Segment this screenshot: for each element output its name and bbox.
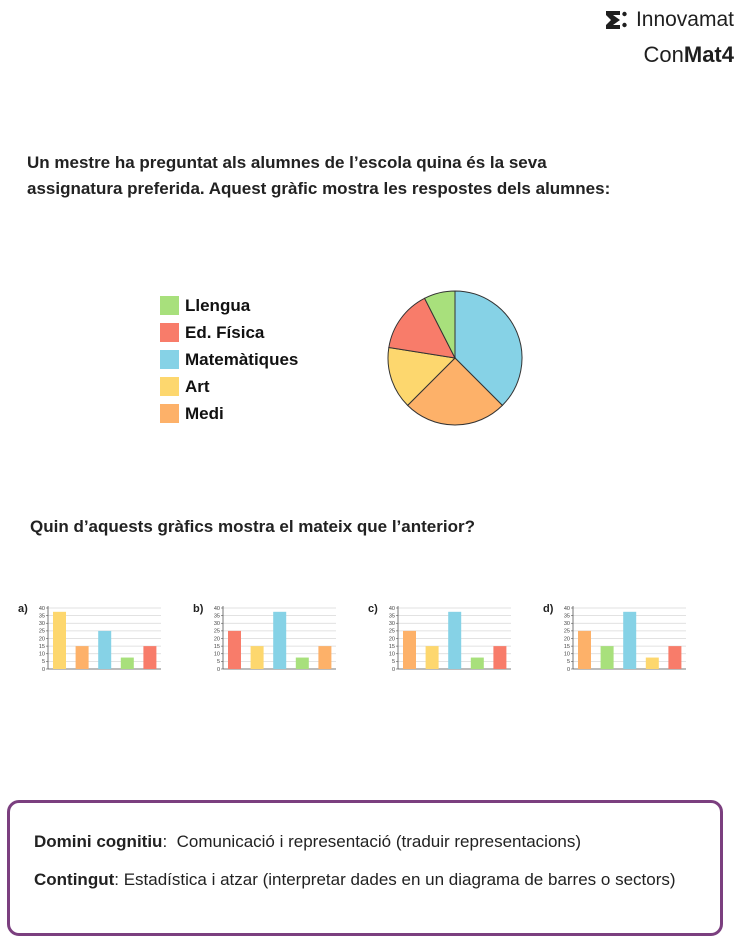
info-domain: Domini cognitiu: Comunicació i representació (traduir representacions) <box>34 832 582 851</box>
y-tick-label: 40 <box>563 605 570 612</box>
y-tick-label: 5 <box>391 659 395 666</box>
y-tick-label: 15 <box>38 643 45 650</box>
option-label: b) <box>193 603 204 615</box>
legend-label: Matemàtiques <box>185 349 299 369</box>
bar-ed-fisica <box>668 646 681 669</box>
brand-header <box>604 8 734 68</box>
y-tick-label: 10 <box>38 651 45 658</box>
question-text: Un mestre ha preguntat als alumnes de l’escola quina és la seva assignatura preferida. Aquest gràfic mostra les respostes dels alumnes: <box>27 153 611 198</box>
y-tick-label: 10 <box>563 651 570 658</box>
y-tick-label: 15 <box>388 643 395 650</box>
bar-art <box>251 646 264 669</box>
legend-label: Ed. Física <box>185 322 265 342</box>
bar-llengua <box>601 646 614 669</box>
y-tick-label: 15 <box>213 643 220 650</box>
bar-chart-a <box>18 600 168 675</box>
option-a[interactable] <box>18 600 168 680</box>
bar-art <box>53 612 66 669</box>
bar-art <box>646 658 659 669</box>
bar-llengua <box>296 658 309 669</box>
y-tick-label: 20 <box>213 636 220 643</box>
info-box <box>7 800 723 936</box>
y-tick-label: 0 <box>391 666 395 673</box>
pie-legend <box>160 292 298 427</box>
legend-swatch <box>160 350 179 369</box>
legend-item-llengua <box>160 292 298 319</box>
y-tick-label: 10 <box>388 651 395 658</box>
legend-label: Medi <box>185 403 224 423</box>
legend-label: Llengua <box>185 295 251 315</box>
bar-llengua <box>471 658 484 669</box>
y-tick-label: 30 <box>563 621 570 628</box>
y-tick-label: 25 <box>38 628 45 635</box>
y-tick-label: 30 <box>388 621 395 628</box>
brand-name: Innovamat <box>635 8 734 31</box>
bar-art <box>426 646 439 669</box>
y-tick-label: 15 <box>563 643 570 650</box>
y-tick-label: 40 <box>213 605 220 612</box>
option-label: a) <box>18 603 28 615</box>
legend-swatch <box>160 377 179 396</box>
bar-medi <box>578 631 591 669</box>
y-tick-label: 30 <box>38 621 45 628</box>
legend-item-medi <box>160 400 298 427</box>
bar-ed-fisica <box>228 631 241 669</box>
y-tick-label: 5 <box>566 659 570 666</box>
y-tick-label: 25 <box>563 628 570 635</box>
y-tick-label: 35 <box>563 613 570 620</box>
bar-ed-fisica <box>143 646 156 669</box>
legend-swatch <box>160 323 179 342</box>
bar-medi <box>76 646 89 669</box>
bar-matematiques <box>623 612 636 669</box>
y-tick-label: 5 <box>41 659 45 666</box>
question2-text: Quin d’aquests gràfics mostra el mateix que l’anterior? <box>30 517 475 536</box>
y-tick-label: 10 <box>213 651 220 658</box>
option-label: c) <box>368 603 378 615</box>
bar-chart-d <box>543 600 693 675</box>
bar-chart-b <box>193 600 343 675</box>
bar-medi <box>318 646 331 669</box>
pie-chart <box>385 288 525 428</box>
y-tick-label: 20 <box>38 636 45 643</box>
y-tick-label: 35 <box>388 613 395 620</box>
y-tick-label: 0 <box>566 666 570 673</box>
bar-ed-fisica <box>493 646 506 669</box>
innovamat-logo-icon <box>604 8 628 32</box>
bar-matematiques <box>273 612 286 669</box>
y-tick-label: 25 <box>388 628 395 635</box>
y-tick-label: 25 <box>213 628 220 635</box>
legend-item-ed-fisica <box>160 319 298 346</box>
y-tick-label: 35 <box>213 613 220 620</box>
legend-label: Art <box>185 376 210 396</box>
y-tick-label: 20 <box>388 636 395 643</box>
y-tick-label: 40 <box>388 605 395 612</box>
legend-item-art <box>160 373 298 400</box>
option-d[interactable] <box>543 600 693 680</box>
bar-matematiques <box>448 612 461 669</box>
option-c[interactable] <box>368 600 518 680</box>
y-tick-label: 0 <box>216 666 220 673</box>
info-content: Contingut: Estadística i atzar (interpretar dades en un diagrama de barres o sectors) <box>34 870 676 889</box>
option-label: d) <box>543 603 554 615</box>
legend-item-matematiques <box>160 346 298 373</box>
y-tick-label: 20 <box>563 636 570 643</box>
legend-swatch <box>160 296 179 315</box>
bar-llengua <box>121 658 134 669</box>
y-tick-label: 35 <box>38 613 45 620</box>
brand-subtitle: ConMat4 <box>643 42 734 67</box>
y-tick-label: 40 <box>38 605 45 612</box>
y-tick-label: 5 <box>216 659 220 666</box>
legend-swatch <box>160 404 179 423</box>
bar-matematiques <box>98 631 111 669</box>
option-b[interactable] <box>193 600 343 680</box>
y-tick-label: 30 <box>213 621 220 628</box>
bar-chart-c <box>368 600 518 675</box>
y-tick-label: 0 <box>41 666 45 673</box>
bar-medi <box>403 631 416 669</box>
